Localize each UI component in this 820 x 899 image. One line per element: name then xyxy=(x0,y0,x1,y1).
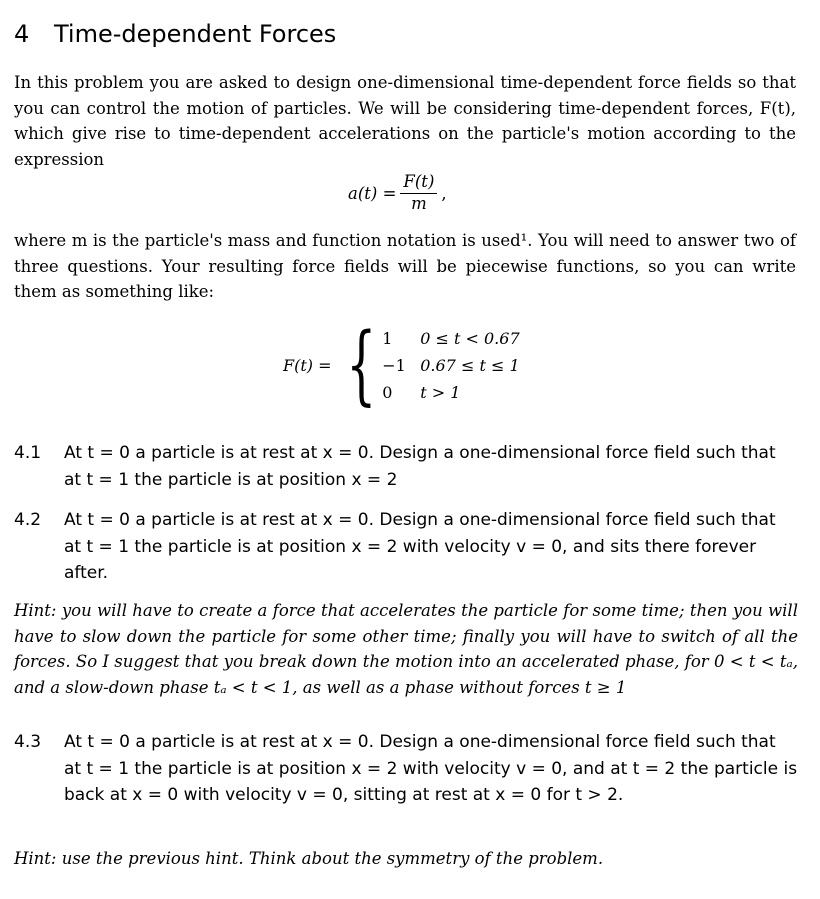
question-text: At t = 0 a particle is at rest at x = 0. Design a one-dimensional force field such that at t = 1 the particle is at position x = 2 xyxy=(64,443,776,490)
equation-denominator: m xyxy=(411,194,427,213)
equation-lhs: a(t) = xyxy=(348,183,397,203)
piecewise-equation xyxy=(283,315,520,415)
section-number: 4 xyxy=(14,20,30,48)
question-number: 4.1 xyxy=(14,443,42,463)
equation-numerator: F(t) xyxy=(400,172,437,194)
case-value: 1 xyxy=(382,328,393,348)
section-title: Time-dependent Forces xyxy=(54,20,337,48)
acceleration-equation xyxy=(348,172,447,214)
case-value: −1 xyxy=(382,355,406,375)
equation-trail: , xyxy=(441,183,447,203)
question-text: At t = 0 a particle is at rest at x = 0. Design a one-dimensional force field such that at t = 1 the particle is at position x = 2 with velocity v = 0, and sits there forever after. xyxy=(64,510,776,583)
intro-paragraph: In this problem you are asked to design one-dimensional time-dependent force fields so that you can control the motion of particles. We will be considering time-dependent forces, F(t), which give rise to time-dependent accelerations on the particle's motion according to the expression xyxy=(14,73,796,169)
question-number: 4.2 xyxy=(14,510,42,530)
after-equation-paragraph: where m is the particle's mass and function notation is used¹. You will need to answer two of three questions. Your resulting force fields will be piecewise functions, so you can write them as something like: xyxy=(14,231,796,301)
hint-symmetry: Hint: use the previous hint. Think about the symmetry of the problem. xyxy=(14,849,604,868)
equation-fraction xyxy=(400,172,437,214)
left-brace: { xyxy=(345,315,376,415)
case-value: 0 xyxy=(382,382,393,402)
section-heading xyxy=(14,20,336,48)
question-text: At t = 0 a particle is at rest at x = 0. Design a one-dimensional force field such that at t = 1 the particle is at position x = 2 with velocity v = 0, and at t = 2 the particle is back at x = 0 with velocity v = 0, sitting at rest at x = 0 for t > 2. xyxy=(64,732,798,805)
piecewise-cases xyxy=(382,328,519,403)
question-4-3 xyxy=(14,729,798,809)
question-4-1 xyxy=(14,440,798,493)
hint-acceleration-phases: Hint: you will have to create a force that accelerates the particle for some time; then you will have to slow down the particle for some other time; finally you will have to switch of all the forces. So I suggest that you break down the motion into an accelerated phase, for 0 < t < tₐ, and a slow-down phase tₐ < t < 1, as well as a phase without forces t ≥ 1 xyxy=(14,601,798,697)
question-4-2 xyxy=(14,507,798,587)
question-number: 4.3 xyxy=(14,732,42,752)
case-condition: t > 1 xyxy=(420,382,461,402)
case-condition: 0.67 ≤ t ≤ 1 xyxy=(420,355,520,375)
case-condition: 0 ≤ t < 0.67 xyxy=(420,328,520,348)
piecewise-lhs: F(t) = xyxy=(283,355,332,375)
